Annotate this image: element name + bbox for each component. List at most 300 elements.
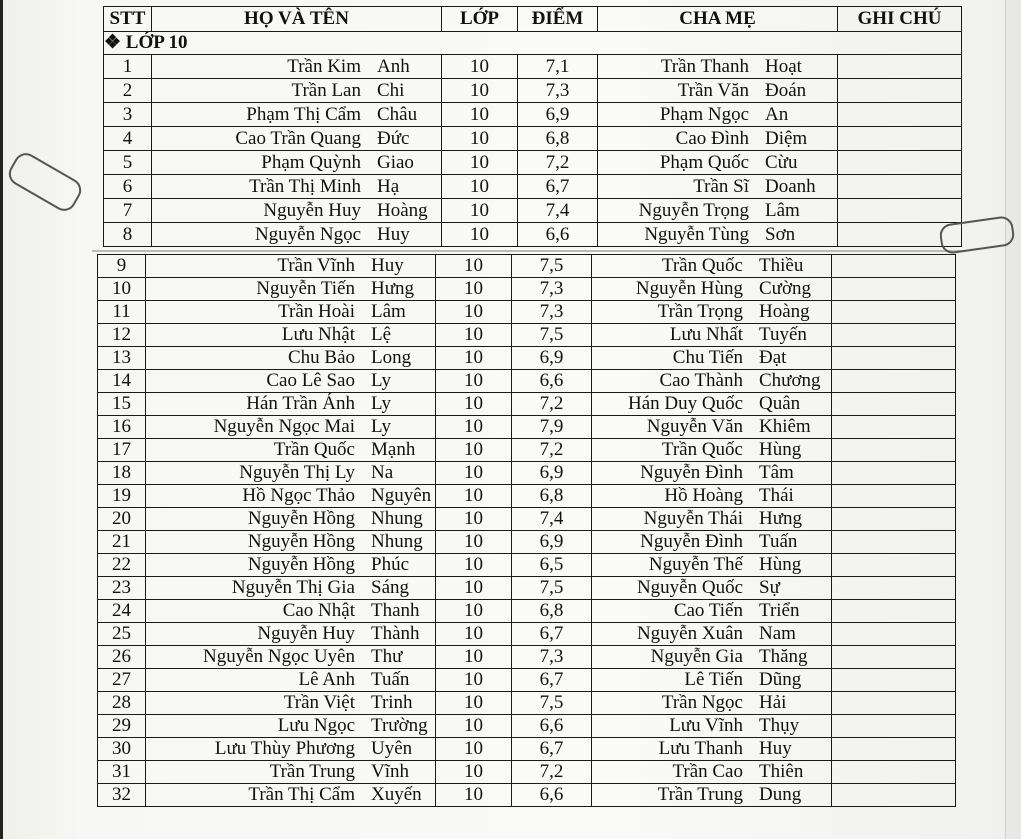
row-class: 10 [436, 646, 512, 669]
student-name-cell [152, 151, 442, 175]
student-last-name: Trinh [371, 692, 413, 713]
parent-name-cell [592, 324, 832, 347]
row-score: 6,8 [512, 485, 592, 508]
student-given-name: Nguyễn Hồng [247, 554, 355, 575]
student-last-name: Mạnh [371, 439, 416, 460]
student-name-cell [146, 646, 436, 669]
parent-last-name: Quân [759, 393, 801, 414]
student-given-name: Trần Thị Cẩm [248, 784, 355, 805]
parent-last-name: Khiêm [759, 416, 811, 437]
student-given-name: Trần Hoài [278, 301, 355, 322]
section-row [104, 32, 962, 55]
parent-given-name: Lê Tiến [684, 669, 743, 690]
table-row [104, 79, 962, 103]
table-row [104, 55, 962, 79]
parent-given-name: Nguyễn Xuân [636, 623, 743, 644]
row-stt: 7 [104, 199, 152, 223]
row-note [838, 127, 962, 151]
row-stt: 1 [104, 55, 152, 79]
row-stt: 8 [104, 223, 152, 247]
student-given-name: Cao Lê Sao [266, 370, 355, 391]
parent-last-name: Đạt [759, 347, 787, 368]
row-note [832, 508, 956, 531]
row-score: 7,4 [512, 508, 592, 531]
row-class: 10 [436, 301, 512, 324]
parent-last-name: Lâm [765, 199, 800, 221]
row-class: 10 [436, 761, 512, 784]
row-class: 10 [436, 439, 512, 462]
parent-name-cell [592, 485, 832, 508]
row-note [838, 151, 962, 175]
student-last-name: Tuấn [371, 669, 410, 690]
row-score: 7,3 [512, 278, 592, 301]
table-row [104, 223, 962, 247]
row-class: 10 [436, 669, 512, 692]
student-given-name: Trần Quốc [273, 439, 355, 460]
parent-given-name: Nguyễn Văn [646, 416, 743, 437]
parent-name-cell [592, 577, 832, 600]
row-score: 7,3 [512, 646, 592, 669]
parent-last-name: Chương [759, 370, 821, 391]
row-class: 10 [436, 784, 512, 807]
student-last-name: Ly [371, 370, 392, 391]
parent-given-name: Cao Tiến [673, 600, 743, 621]
student-given-name: Nguyễn Huy [257, 623, 355, 644]
row-score: 7,4 [518, 199, 598, 223]
parent-last-name: Thiên [759, 761, 804, 782]
student-last-name: Huy [371, 255, 404, 276]
student-name-cell [152, 127, 442, 151]
parent-name-cell [598, 103, 838, 127]
student-given-name: Nguyễn Hồng [247, 531, 355, 552]
student-last-name: Thư [371, 646, 403, 667]
parent-given-name: Phạm Quốc [659, 151, 749, 173]
parent-last-name: Hùng [759, 439, 802, 460]
row-note [832, 715, 956, 738]
student-last-name: Huy [377, 223, 410, 245]
student-given-name: Trần Việt [283, 692, 355, 713]
parent-last-name: Thái [759, 485, 794, 506]
table-row [98, 324, 956, 347]
student-table-top [103, 6, 962, 247]
page-edge-right [1005, 0, 1021, 839]
parent-given-name: Nguyễn Đình [640, 531, 743, 552]
row-note [832, 416, 956, 439]
student-last-name: Ly [371, 393, 392, 414]
student-given-name: Nguyễn Ngọc [254, 223, 361, 245]
parent-name-cell [598, 223, 838, 247]
parent-given-name: Trần Thanh [660, 55, 749, 77]
student-last-name: Giao [377, 151, 414, 173]
student-name-cell [146, 600, 436, 623]
student-last-name: Phúc [371, 554, 409, 575]
parent-last-name: Thiều [759, 255, 804, 276]
parent-given-name: Trần Sĩ [693, 175, 749, 197]
parent-last-name: Huy [759, 738, 792, 759]
parent-given-name: Nguyễn Tùng [644, 223, 749, 245]
student-given-name: Hồ Ngọc Thảo [242, 485, 355, 506]
student-name-cell [152, 199, 442, 223]
row-note [838, 103, 962, 127]
row-score: 7,9 [512, 416, 592, 439]
student-last-name: Thanh [371, 600, 420, 621]
row-class: 10 [436, 692, 512, 715]
student-last-name: Na [371, 462, 394, 483]
col-header-parent: CHA MẸ [598, 7, 838, 32]
row-note [838, 175, 962, 199]
parent-given-name: Nguyễn Quốc [636, 577, 743, 598]
row-note [832, 255, 956, 278]
row-note [832, 577, 956, 600]
row-stt: 3 [104, 103, 152, 127]
student-given-name: Nguyễn Thị Ly [239, 462, 355, 483]
header-row [104, 7, 962, 32]
parent-last-name: Sơn [765, 223, 796, 245]
row-note [832, 347, 956, 370]
student-last-name: Chi [377, 79, 405, 101]
student-given-name: Nguyễn Ngọc Mai [213, 416, 355, 437]
row-score: 6,6 [518, 223, 598, 247]
student-given-name: Phạm Quỳnh [261, 151, 361, 173]
row-note [832, 278, 956, 301]
row-class: 10 [442, 79, 518, 103]
row-stt: 22 [98, 554, 146, 577]
parent-name-cell [592, 715, 832, 738]
row-stt: 29 [98, 715, 146, 738]
row-score: 6,6 [512, 370, 592, 393]
row-stt: 26 [98, 646, 146, 669]
parent-last-name: Tuyến [759, 324, 807, 345]
table-row [98, 761, 956, 784]
row-stt: 32 [98, 784, 146, 807]
student-name-cell [146, 784, 436, 807]
table-row [104, 151, 962, 175]
parent-last-name: Dũng [759, 669, 802, 690]
student-given-name: Nguyễn Hồng [247, 508, 355, 529]
table-row [98, 600, 956, 623]
student-name-cell [146, 462, 436, 485]
row-note [832, 439, 956, 462]
paper-clip-left-icon [4, 149, 85, 215]
student-given-name: Lưu Ngọc [277, 715, 355, 736]
row-score: 7,5 [512, 324, 592, 347]
row-note [832, 485, 956, 508]
student-last-name: Châu [377, 103, 418, 125]
row-stt: 28 [98, 692, 146, 715]
parent-last-name: Đoán [765, 79, 807, 101]
student-last-name: Hạ [377, 175, 400, 197]
row-score: 6,8 [518, 127, 598, 151]
student-table-bottom [97, 254, 956, 807]
student-name-cell [146, 301, 436, 324]
parent-last-name: Cừu [765, 151, 798, 173]
parent-name-cell [592, 784, 832, 807]
parent-last-name: An [765, 103, 789, 125]
row-score: 6,9 [512, 531, 592, 554]
parent-given-name: Lưu Nhất [669, 324, 743, 345]
table-row [98, 669, 956, 692]
row-class: 10 [436, 600, 512, 623]
parent-name-cell [592, 738, 832, 761]
row-class: 10 [442, 55, 518, 79]
student-given-name: Lê Anh [298, 669, 355, 690]
row-score: 6,7 [512, 623, 592, 646]
parent-name-cell [592, 554, 832, 577]
student-last-name: Uyên [371, 738, 413, 759]
col-header-stt: STT [104, 7, 152, 32]
table-row [104, 199, 962, 223]
parent-last-name: Diệm [765, 127, 808, 149]
student-given-name: Nguyễn Tiến [256, 278, 355, 299]
row-class: 10 [436, 324, 512, 347]
parent-name-cell [592, 301, 832, 324]
row-note [832, 531, 956, 554]
table-row [98, 784, 956, 807]
student-last-name: Hoàng [377, 199, 428, 221]
row-stt: 30 [98, 738, 146, 761]
parent-name-cell [592, 646, 832, 669]
parent-name-cell [592, 600, 832, 623]
student-name-cell [146, 669, 436, 692]
parent-last-name: Tâm [759, 462, 794, 483]
parent-name-cell [598, 175, 838, 199]
student-name-cell [152, 175, 442, 199]
table-row [98, 623, 956, 646]
row-class: 10 [436, 508, 512, 531]
parent-last-name: Sự [759, 577, 780, 598]
row-note [832, 462, 956, 485]
student-last-name: Anh [377, 55, 410, 77]
row-stt: 27 [98, 669, 146, 692]
parent-last-name: Hoạt [765, 55, 802, 77]
row-class: 10 [436, 393, 512, 416]
parent-name-cell [592, 255, 832, 278]
row-class: 10 [436, 715, 512, 738]
row-class: 10 [436, 623, 512, 646]
parent-name-cell [592, 370, 832, 393]
row-stt: 18 [98, 462, 146, 485]
section-title [104, 32, 962, 55]
parent-given-name: Chu Tiến [672, 347, 743, 368]
student-last-name: Sáng [371, 577, 409, 598]
row-note [832, 554, 956, 577]
row-note [832, 393, 956, 416]
row-note [832, 623, 956, 646]
row-class: 10 [442, 199, 518, 223]
student-name-cell [146, 554, 436, 577]
student-name-cell [146, 416, 436, 439]
row-class: 10 [436, 347, 512, 370]
table-row [98, 416, 956, 439]
student-name-cell [152, 55, 442, 79]
student-name-cell [146, 393, 436, 416]
row-note [832, 692, 956, 715]
student-last-name: Vĩnh [371, 761, 409, 782]
student-given-name: Trần Lan [291, 79, 361, 101]
parent-given-name: Nguyễn Gia [650, 646, 743, 667]
student-last-name: Long [371, 347, 412, 368]
student-name-cell [146, 278, 436, 301]
student-name-cell [146, 255, 436, 278]
row-stt: 15 [98, 393, 146, 416]
student-name-cell [152, 103, 442, 127]
parent-given-name: Nguyễn Hùng [635, 278, 743, 299]
row-note [832, 784, 956, 807]
student-last-name: Lâm [371, 301, 406, 322]
parent-given-name: Trần Trung [657, 784, 743, 805]
row-score: 7,3 [512, 301, 592, 324]
student-given-name: Cao Trần Quang [235, 127, 361, 149]
student-name-cell [146, 508, 436, 531]
row-note [832, 301, 956, 324]
table-row [98, 439, 956, 462]
student-last-name: Lệ [371, 324, 392, 345]
student-last-name: Nhung [371, 531, 423, 552]
parent-last-name: Hoàng [759, 301, 810, 322]
sheet-overlap-line [92, 250, 962, 252]
row-class: 10 [436, 531, 512, 554]
student-name-cell [152, 79, 442, 103]
section-bullet: ❖ [104, 32, 122, 53]
row-note [832, 761, 956, 784]
student-name-cell [146, 577, 436, 600]
parent-given-name: Trần Quốc [661, 255, 743, 276]
table-row [98, 370, 956, 393]
parent-name-cell [592, 462, 832, 485]
parent-name-cell [598, 199, 838, 223]
parent-given-name: Trần Ngọc [661, 692, 743, 713]
row-note [832, 370, 956, 393]
row-class: 10 [436, 577, 512, 600]
student-name-cell [146, 439, 436, 462]
row-stt: 13 [98, 347, 146, 370]
row-class: 10 [442, 223, 518, 247]
row-score: 7,1 [518, 55, 598, 79]
table-row [98, 278, 956, 301]
row-stt: 10 [98, 278, 146, 301]
parent-last-name: Triển [759, 600, 800, 621]
parent-name-cell [592, 347, 832, 370]
row-class: 10 [436, 485, 512, 508]
table-row [98, 715, 956, 738]
parent-given-name: Lưu Thanh [658, 738, 743, 759]
row-score: 6,6 [512, 715, 592, 738]
student-given-name: Trần Trung [269, 761, 355, 782]
row-score: 7,2 [512, 439, 592, 462]
row-stt: 31 [98, 761, 146, 784]
parent-name-cell [598, 151, 838, 175]
student-name-cell [146, 370, 436, 393]
row-stt: 20 [98, 508, 146, 531]
row-score: 6,9 [512, 462, 592, 485]
row-score: 7,2 [512, 393, 592, 416]
table-row [98, 255, 956, 278]
table-row [98, 531, 956, 554]
parent-name-cell [592, 416, 832, 439]
parent-name-cell [598, 79, 838, 103]
table-row [104, 127, 962, 151]
row-class: 10 [442, 103, 518, 127]
row-stt: 12 [98, 324, 146, 347]
row-score: 7,5 [512, 692, 592, 715]
table-row [98, 646, 956, 669]
col-header-score: ĐIỂM [518, 7, 598, 32]
parent-given-name: Trần Trọng [657, 301, 743, 322]
parent-name-cell [598, 55, 838, 79]
parent-name-cell [592, 623, 832, 646]
parent-last-name: Hùng [759, 554, 802, 575]
parent-given-name: Trần Cao [672, 761, 743, 782]
row-score: 6,8 [512, 600, 592, 623]
parent-last-name: Doanh [765, 175, 816, 197]
student-given-name: Trần Vĩnh [277, 255, 355, 276]
row-score: 7,3 [518, 79, 598, 103]
row-class: 10 [442, 127, 518, 151]
student-last-name: Thành [371, 623, 420, 644]
row-score: 6,9 [518, 103, 598, 127]
row-stt: 5 [104, 151, 152, 175]
row-score: 6,5 [512, 554, 592, 577]
table-row [104, 103, 962, 127]
parent-given-name: Nguyễn Thái [643, 508, 743, 529]
parent-given-name: Lưu Vĩnh [669, 715, 743, 736]
parent-name-cell [592, 669, 832, 692]
row-stt: 19 [98, 485, 146, 508]
parent-given-name: Hồ Hoàng [664, 485, 743, 506]
student-name-cell [146, 324, 436, 347]
row-note [838, 199, 962, 223]
table-row [104, 175, 962, 199]
student-given-name: Hán Trần Ánh [246, 393, 355, 414]
table-row [98, 554, 956, 577]
row-class: 10 [442, 175, 518, 199]
student-given-name: Trần Kim [287, 55, 361, 77]
col-header-note: GHI CHÚ [838, 7, 962, 32]
parent-last-name: Thăng [759, 646, 808, 667]
row-stt: 23 [98, 577, 146, 600]
table-row [98, 485, 956, 508]
row-note [838, 79, 962, 103]
row-score: 7,5 [512, 577, 592, 600]
row-stt: 17 [98, 439, 146, 462]
student-name-cell [146, 347, 436, 370]
row-note [838, 55, 962, 79]
row-stt: 21 [98, 531, 146, 554]
student-name-cell [146, 485, 436, 508]
parent-given-name: Phạm Ngọc [659, 103, 749, 125]
parent-last-name: Tuấn [759, 531, 798, 552]
parent-name-cell [592, 508, 832, 531]
parent-last-name: Hưng [759, 508, 803, 529]
parent-name-cell [592, 761, 832, 784]
parent-last-name: Hải [759, 692, 787, 713]
table-row [98, 301, 956, 324]
row-score: 7,2 [512, 761, 592, 784]
page-edge-left [0, 0, 3, 839]
student-last-name: Xuyến [371, 784, 422, 805]
row-stt: 25 [98, 623, 146, 646]
student-given-name: Nguyễn Huy [263, 199, 361, 221]
parent-given-name: Cao Đình [675, 127, 749, 149]
parent-given-name: Nguyễn Thế [648, 554, 743, 575]
row-note [832, 324, 956, 347]
row-score: 6,9 [512, 347, 592, 370]
student-name-cell [152, 223, 442, 247]
row-note [832, 738, 956, 761]
col-header-class: LỚP [442, 7, 518, 32]
student-last-name: Ly [371, 416, 392, 437]
table-row [98, 738, 956, 761]
